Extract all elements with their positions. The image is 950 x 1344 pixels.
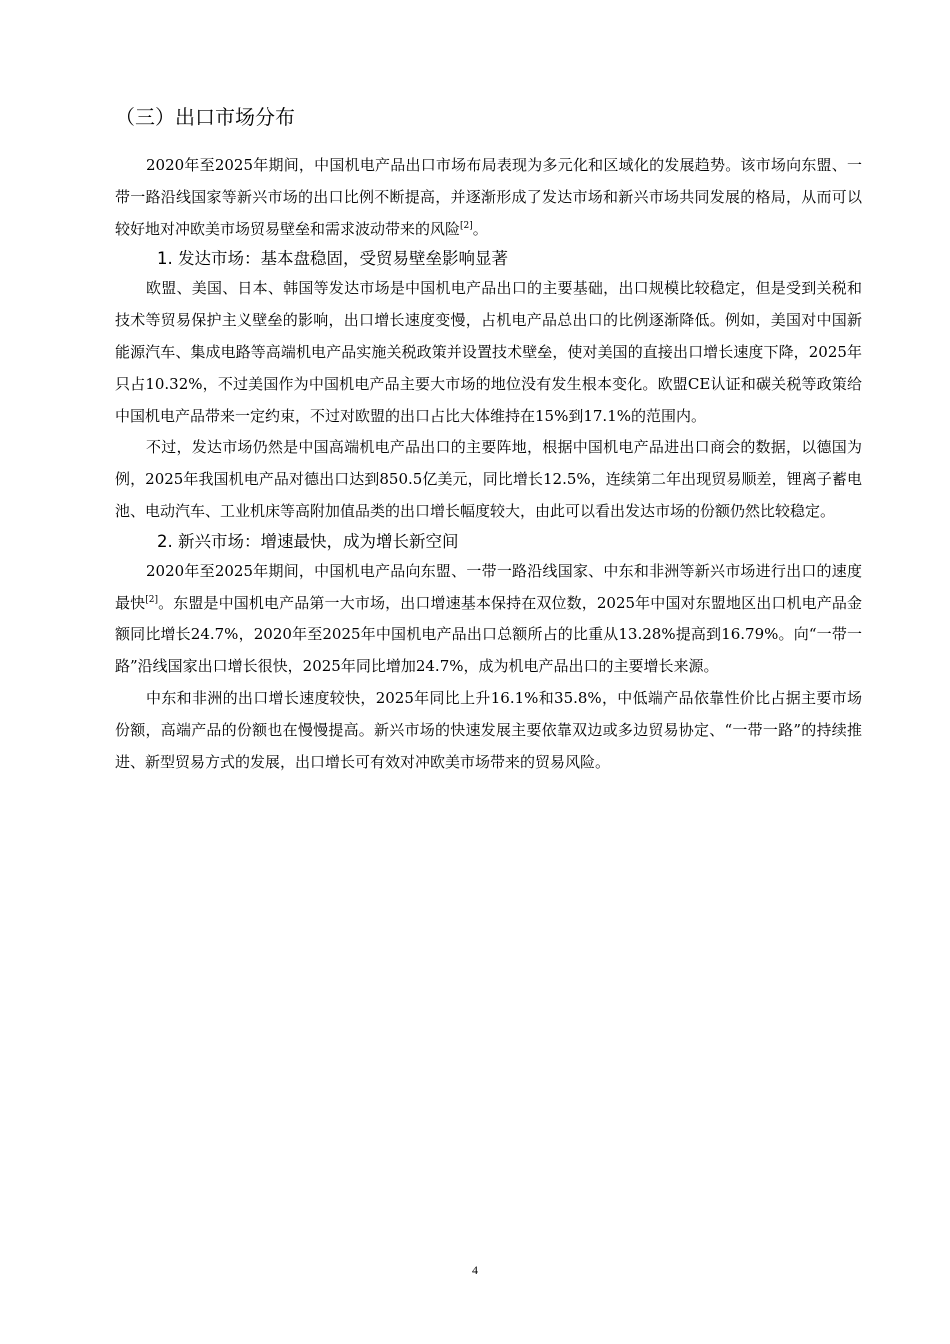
section-heading: （三）出口市场分布 — [115, 105, 295, 129]
intro-text: 2020年至2025年期间，中国机电产品出口市场布局表现为多元化和区域化的发展趋势。该市场向东盟、一带一路沿线国家等新兴市场的出口比例不断提高，并逐渐形成了发达市场和新兴市场共同发展的格局，从而可以较好地对冲欧美市场贸易壁垒和需求波动带来的风险 — [115, 156, 862, 238]
subsection-2-paragraph-2: 中东和非洲的出口增长速度较快，2025年同比上升16.1%和35.8%，中低端产品依靠性价比占据主要市场份额，高端产品的份额也在慢慢提高。新兴市场的快速发展主要依靠双边或多边贸易协定、“一带一路”的持续推进、新型贸易方式的发展，出口增长可有效对冲欧美市场带来的贸易风险。 — [115, 688, 862, 771]
subsection-2-text-a: 2020年至2025年期间，中国机电产品向东盟、一带一路沿线国家、中东和非洲等新兴市场进行出口的速度最快 — [115, 561, 862, 612]
page-number: 4 — [472, 1263, 478, 1277]
citation-marker: [2] — [145, 594, 159, 605]
subsection-2-text-b: 。东盟是中国机电产品第一大市场，出口增速基本保持在双位数，2025年中国对东盟地区出口机电产品金额同比增长24.7%，2020年至2025年中国机电产品出口总额所占的比重从13.28%提高到16.79%。向“一带一路”沿线国家出口增长很快，2025年同比增加24.7%，成为机电产品出口的主要增长来源。 — [115, 593, 862, 676]
page-content — [115, 100, 862, 778]
intro-paragraph — [115, 150, 862, 245]
citation-marker: [2] — [460, 220, 473, 231]
subsection-1-paragraph-2: 不过，发达市场仍然是中国高端机电产品出口的主要阵地，根据中国机电产品进出口商会的数据，以德国为例，2025年我国机电产品对德出口达到850.5亿美元，同比增长12.5%，连续第二年出现贸易顺差，锂离子蓄电池、电动汽车、工业机床等高附加值品类的出口增长幅度较大，由此可以看出发达市场的份额仍然比较稳定。 — [115, 438, 862, 520]
subsection-1-heading: 1. 发达市场：基本盘稳固，受贸易壁垒影响显著 — [157, 249, 508, 269]
intro-tail: 。 — [472, 219, 488, 238]
subsection-2-heading: 2. 新兴市场：增速最快，成为增长新空间 — [157, 531, 459, 551]
subsection-1-paragraph-1: 欧盟、美国、日本、韩国等发达市场是中国机电产品出口的主要基础，出口规模比较稳定，但是受到关税和技术等贸易保护主义壁垒的影响，出口增长速度变慢，占机电产品总出口的比例逐渐降低。例如，美国对中国新能源汽车、集成电路等高端机电产品实施关税政策并设置技术壁垒，使对美国的直接出口增长速度下降，2025年只占10.32%，不过美国作为中国机电产品主要大市场的地位没有发生根本变化。欧盟CE认证和碳关税等政策给中国机电产品带来一定约束，不过对欧盟的出口占比大体维持在15%到17.1%的范围内。 — [115, 279, 862, 425]
subsection-2-paragraph-1 — [115, 556, 862, 683]
